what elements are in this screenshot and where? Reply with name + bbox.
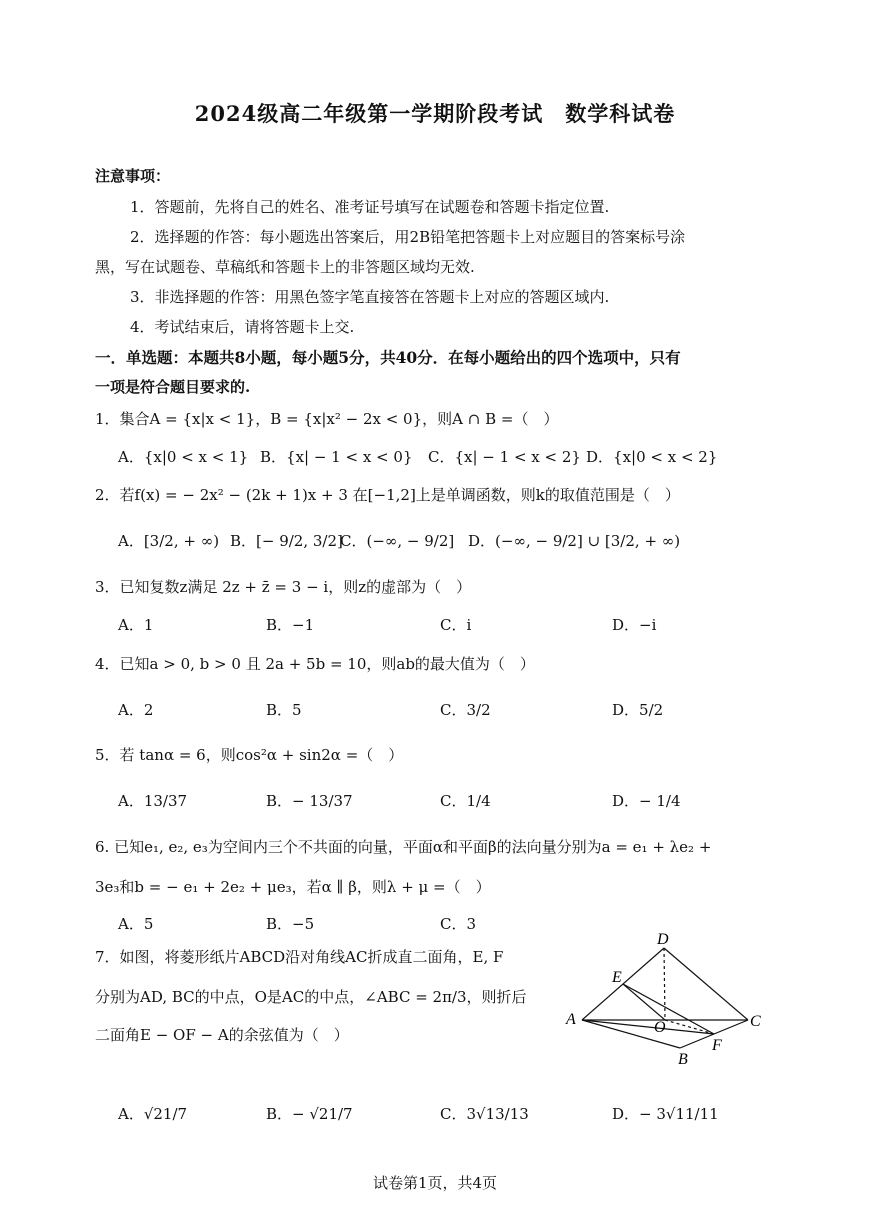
question-3-option-c: C．i [440, 616, 472, 634]
page-title: 2024级高二年级第一学期阶段考试 数学科试卷 [194, 101, 676, 126]
question-6-option-a: A．5 [118, 915, 154, 933]
question-1-option-d: D．{x|0 < x < 2} [586, 448, 718, 466]
figure-label-c: C [750, 1013, 761, 1030]
question-1-stem: 1．集合A = {x|x < 1}，B = {x|x² − 2x < 0}，则A ∩ B =（ ） [95, 410, 559, 428]
question-7-line2: 分别为AD, BC的中点，O是AC的中点，∠ABC = 2π/3，则折后 [95, 988, 527, 1006]
notice-item-4: 4．考试结束后，请将答题卡上交. [130, 318, 355, 336]
question-5-option-b: B．− 13/37 [266, 792, 353, 810]
question-2-option-b: B．[− 9/2, 3/2] [230, 532, 343, 550]
question-6-option-c: C．3 [440, 915, 477, 933]
question-1-option-b: B．{x| − 1 < x < 0} [260, 448, 413, 466]
figure-label-e: E [612, 969, 622, 986]
question-5-stem: 5．若 tanα = 6，则cos²α + sin2α =（ ） [95, 746, 404, 764]
question-4-option-b: B．5 [266, 701, 302, 719]
question-4-option-c: C．3/2 [440, 701, 491, 719]
figure-label-d: D [657, 931, 669, 948]
question-4-option-a: A．2 [118, 701, 154, 719]
figure-label-f: F [712, 1037, 722, 1054]
notice-item-3: 3．非选择题的作答：用黑色签字笔直接答在答题卡上对应的答题区域内. [130, 288, 610, 306]
question-7-line1: 7．如图，将菱形纸片ABCD沿对角线AC折成直二面角，E, F [95, 948, 504, 966]
notice-heading: 注意事项： [95, 167, 171, 185]
figure-label-b: B [678, 1051, 688, 1068]
section-heading-line1: 一．单选题：本题共8小题，每小题5分，共40分．在每小题给出的四个选项中，只有 [95, 348, 681, 367]
question-3-option-a: A．1 [118, 616, 154, 634]
question-2-stem: 2．若f(x) = − 2x² − (2k + 1)x + 3 在[−1,2]上是单调函数，则k的取值范围是（ ） [95, 486, 680, 504]
question-1-option-c: C．{x| − 1 < x < 2} [428, 448, 581, 466]
question-5-option-c: C．1/4 [440, 792, 491, 810]
question-6-line1: 6. 已知e₁, e₂, e₃为空间内三个不共面的向量，平面α和平面β的法向量分别为a = e₁ + λe₂ + [95, 838, 712, 856]
question-5-option-a: A．13/37 [118, 792, 188, 810]
question-2-option-a: A．[3/2, + ∞) [118, 532, 220, 550]
figure-label-o: O [654, 1019, 666, 1036]
question-2-option-c: C．(−∞, − 9/2] [340, 532, 455, 550]
question-7-option-d: D．− 3√11/11 [612, 1105, 719, 1123]
question-1-option-a: A．{x|0 < x < 1} [118, 448, 249, 466]
question-6-line2: 3e₃和b = − e₁ + 2e₂ + μe₃，若α ∥ β，则λ + μ =（ ） [95, 878, 491, 896]
question-3-stem: 3．已知复数z满足 2z + z̄ = 3 − i，则z的虚部为（ ） [95, 578, 472, 596]
page-footer: 试卷第1页，共4页 [372, 1174, 498, 1192]
section-heading-line2: 一项是符合题目要求的. [95, 378, 251, 396]
rhombus-fold-figure [560, 930, 780, 1070]
question-7-option-b: B．− √21/7 [266, 1105, 353, 1123]
question-3-option-b: B．−1 [266, 616, 315, 634]
question-4-option-d: D．5/2 [612, 701, 664, 719]
question-3-option-d: D．−i [612, 616, 657, 634]
question-7-option-c: C．3√13/13 [440, 1105, 529, 1123]
question-4-stem: 4．已知a > 0, b > 0 且 2a + 5b = 10，则ab的最大值为（ ） [95, 655, 535, 673]
figure-label-a: A [566, 1011, 576, 1028]
question-5-option-d: D．− 1/4 [612, 792, 681, 810]
question-2-option-d: D．(−∞, − 9/2] ∪ [3/2, + ∞) [468, 532, 681, 550]
question-6-option-b: B．−5 [266, 915, 315, 933]
question-7-option-a: A．√21/7 [118, 1105, 188, 1123]
notice-item-1: 1．答题前，先将自己的姓名、准考证号填写在试题卷和答题卡指定位置. [130, 198, 610, 216]
notice-item-2-cont: 黑，写在试题卷、草稿纸和答题卡上的非答题区域均无效. [95, 258, 475, 276]
question-7-line3: 二面角E − OF − A的余弦值为（ ） [95, 1026, 349, 1044]
notice-item-2: 2．选择题的作答：每小题选出答案后，用2B铅笔把答题卡上对应题目的答案标号涂 [130, 228, 686, 246]
